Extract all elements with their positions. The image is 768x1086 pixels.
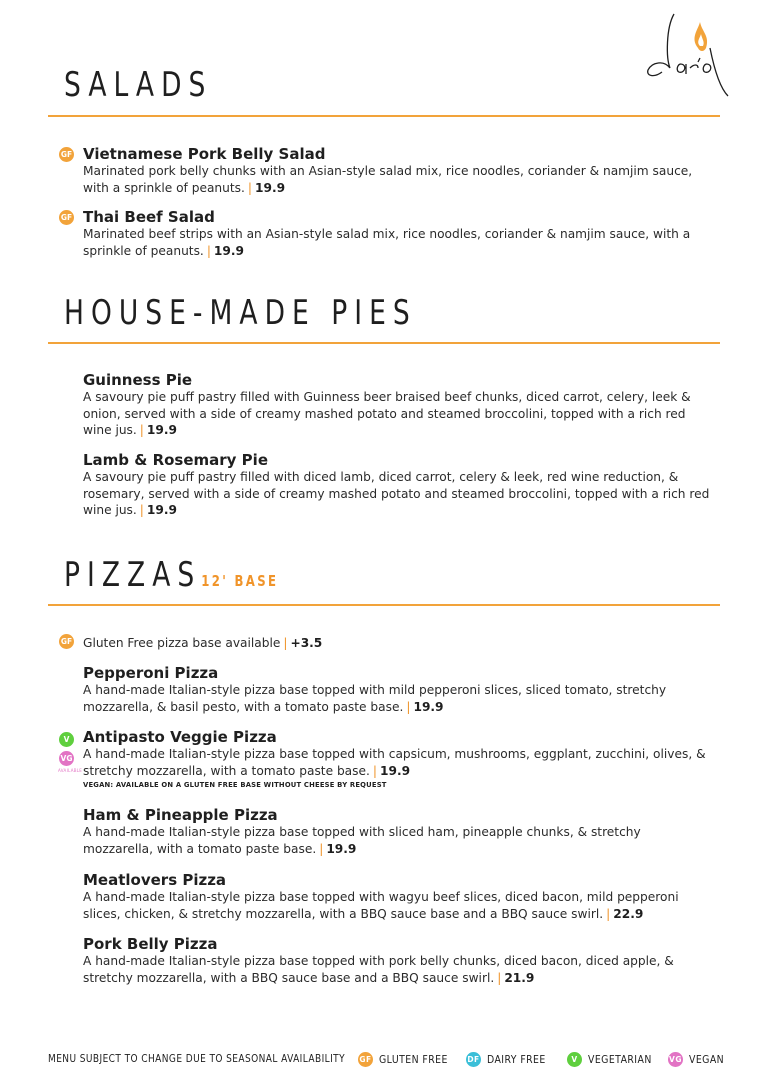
vegan-available-label: AVAILABLE <box>58 768 83 773</box>
gluten-free-icon: GF <box>59 210 74 225</box>
legend-vegan <box>668 1052 730 1067</box>
legend-label: VEGAN <box>689 1053 725 1066</box>
section-divider <box>48 342 720 344</box>
section-subtitle: 12' BASE <box>201 572 279 590</box>
item-price: 19.9 <box>379 763 411 778</box>
item-price: 19.9 <box>413 699 444 714</box>
item-description: Marinated beef strips with an Asian-style salad mix, rice noodles, coriander & namjim sauce, with a sprinkle of peanuts. | 19.9 <box>83 227 691 258</box>
item-description: A hand-made Italian-style pizza base topped with mild pepperoni slices, sliced tomato, stretchy mozzarella, & basil pesto, with a tomato paste base. | 19.9 <box>83 683 667 714</box>
section-divider <box>48 604 720 606</box>
section-title-pies: HOUSE-MADE PIES <box>64 293 417 333</box>
vegan-note: VEGAN: AVAILABLE ON A GLUTEN FREE BASE WITHOUT CHEESE BY REQUEST <box>83 781 387 789</box>
vegan-icon: VG <box>668 1052 683 1067</box>
item-name: Thai Beef Salad <box>83 208 215 226</box>
item-price: 19.9 <box>146 503 177 517</box>
item-price: 19.9 <box>146 423 177 437</box>
vegetarian-icon: V <box>567 1052 582 1067</box>
menu-item <box>83 145 713 196</box>
menu-item <box>83 451 713 519</box>
menu-item <box>83 664 713 715</box>
menu-item <box>83 728 713 789</box>
menu-item <box>83 208 713 259</box>
legend-label: DAIRY FREE <box>487 1053 546 1066</box>
menu-item <box>83 935 713 986</box>
vegan-icon: VG <box>59 751 74 766</box>
item-name: Lamb & Rosemary Pie <box>83 451 268 469</box>
menu-item <box>83 871 713 922</box>
item-price: 19.9 <box>213 243 244 258</box>
gluten-free-icon: GF <box>59 634 74 649</box>
item-description: A savoury pie puff pastry filled with Guinness beer braised beef chunks, diced carrot, celery, leek & onion, served with a side of creamy mashed potato and steamed broccolini, topped with a rich red wine jus. | 19.9 <box>83 390 691 437</box>
item-price: 19.9 <box>326 841 357 856</box>
item-name: Vietnamese Pork Belly Salad <box>83 145 326 163</box>
section-title-pizzas <box>64 555 279 595</box>
section-title-text: PIZZAS <box>64 555 202 595</box>
item-price: 19.9 <box>254 180 286 195</box>
availability-note: MENU SUBJECT TO CHANGE DUE TO SEASONAL AVAILABILITY <box>48 1052 345 1065</box>
item-name: Guinness Pie <box>83 371 193 389</box>
item-description: A hand-made Italian-style pizza base topped with sliced ham, pineapple chunks, & stretchy mozzarella, with a tomato paste base. | 19.9 <box>83 825 641 856</box>
footer <box>48 1052 725 1070</box>
legend-gluten-free <box>358 1052 460 1067</box>
item-name: Pork Belly Pizza <box>83 935 218 953</box>
item-name: Meatlovers Pizza <box>83 871 227 889</box>
section-divider <box>48 115 720 117</box>
item-description: A savoury pie puff pastry filled with diced lamb, diced carrot, celery & leek, red wine reduction, & rosemary, served with a side of creamy mashed potato and steamed broccolini, topped with a rich red wine jus. | 19.9 <box>83 470 710 517</box>
item-price: 22.9 <box>613 906 644 921</box>
item-name: Antipasto Veggie Pizza <box>83 728 277 746</box>
vegetarian-icon: V <box>59 732 74 747</box>
gluten-free-icon: GF <box>59 147 74 162</box>
chard-logo <box>640 8 750 98</box>
legend-dairy-free <box>466 1052 556 1067</box>
item-description: Marinated pork belly chunks with an Asian-style salad mix, rice noodles, coriander & namjim sauce, with a sprinkle of peanuts. | 19.9 <box>83 164 693 195</box>
item-description: A hand-made Italian-style pizza base topped with wagyu beef slices, diced bacon, mild pepperoni slices, chicken, & stretchy mozzarella, with a BBQ sauce base and a BBQ sauce swirl. | 22.9 <box>83 890 679 921</box>
legend-label: VEGETARIAN <box>588 1053 652 1066</box>
legend-label: GLUTEN FREE <box>379 1053 448 1066</box>
item-price: 21.9 <box>504 970 535 985</box>
menu-item <box>83 806 713 857</box>
item-name: Ham & Pineapple Pizza <box>83 806 278 824</box>
item-description: A hand-made Italian-style pizza base topped with pork belly chunks, diced bacon, diced apple, & stretchy mozzarella, with a BBQ sauce base and a BBQ sauce swirl. | 21.9 <box>83 954 674 985</box>
section-title-salads: SALADS <box>64 65 213 105</box>
dairy-free-icon: DF <box>466 1052 481 1067</box>
item-name: Pepperoni Pizza <box>83 664 219 682</box>
gluten-free-base-price: +3.5 <box>290 636 323 650</box>
gluten-free-base-note: Gluten Free pizza base available | +3.5 <box>83 636 323 650</box>
item-description: A hand-made Italian-style pizza base topped with capsicum, mushrooms, eggplant, zucchini, olives, & stretchy mozzarella, with a tomato paste base. | 19.9 <box>83 747 706 778</box>
gluten-free-icon: GF <box>358 1052 373 1067</box>
legend-vegetarian <box>567 1052 663 1067</box>
menu-item <box>83 371 713 439</box>
